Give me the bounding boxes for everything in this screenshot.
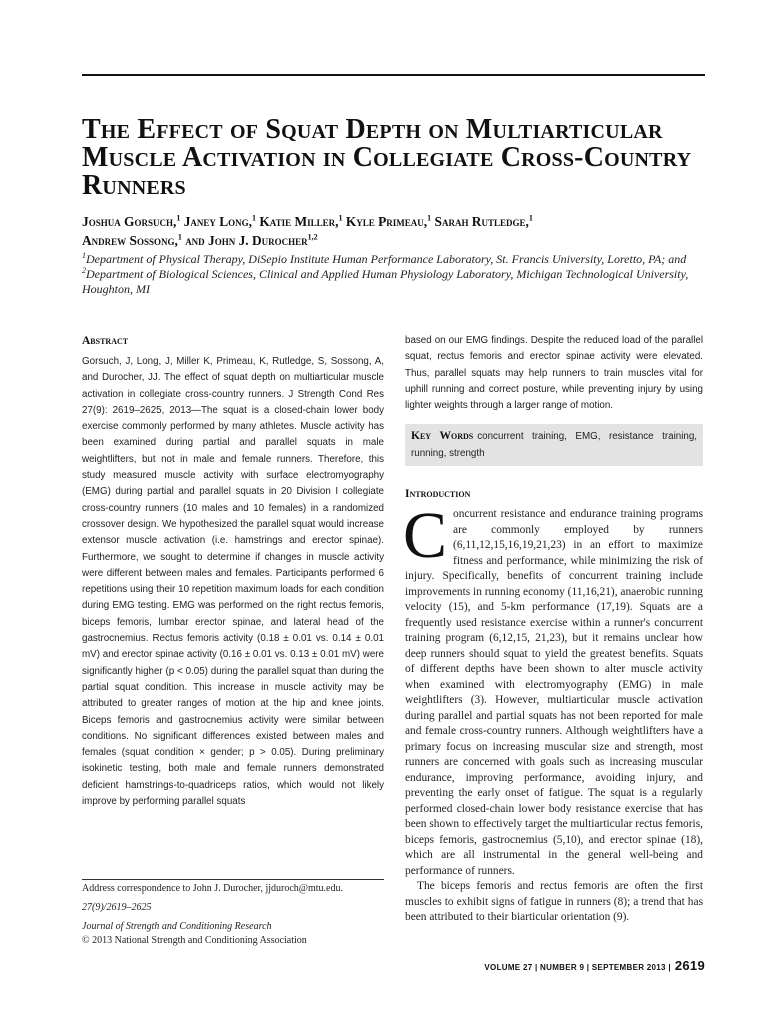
author: Janey Long,$^1$ bbox=[183, 213, 257, 229]
top-rule bbox=[82, 74, 705, 76]
author: Andrew Sossong,$^1$ bbox=[82, 232, 182, 248]
author: Kyle Primeau,$^1$ bbox=[345, 213, 432, 229]
drop-cap: C bbox=[403, 499, 448, 573]
article-title: The Effect of Squat Depth on Multiarticular Muscle Activation in Collegiate Cross-Country Runners bbox=[82, 114, 692, 201]
keywords-text: concurrent training, EMG, resistance training, running, strength bbox=[411, 431, 697, 459]
footnotes bbox=[82, 882, 392, 947]
author: and John J. Durocher$^{1,2}$ bbox=[185, 232, 318, 248]
page-footer bbox=[484, 958, 705, 973]
copyright-note: © 2013 National Strength and Conditioning Association bbox=[82, 934, 307, 946]
author: Joshua Gorsuch,$^1$ bbox=[82, 213, 181, 229]
right-column bbox=[405, 333, 703, 926]
introduction-para-2: The biceps femoris and rectus femoris are often the first muscles to exhibit signs of fatigue in runners (8); a trend that has been attributed to their biarticular orientation (9). bbox=[405, 880, 703, 924]
footnote-rule bbox=[82, 879, 384, 880]
issue-info: VOLUME 27 | NUMBER 9 | SEPTEMBER 2013 | bbox=[484, 963, 671, 972]
page-number: 2619 bbox=[674, 958, 705, 973]
abstract-heading: Abstract bbox=[82, 335, 129, 347]
abstract-text: Gorsuch, J, Long, J, Miller K, Primeau, K, Rutledge, S, Sossong, A, and Durocher, JJ. The effect of squat depth on multiarticular muscle activation in collegiate cross-country runners. J Strength Cond Res 27(9): 2619–2625, 2013—The squat is a closed-chain lower body exercise commonly performed by many athletes. Muscle activity has been examined during partial and parallel squats in male weightlifters, but not in male and female runners. Therefore, this study measured muscle activity with surface electromyography (EMG) during partial and parallel squats in 20 Division I collegiate cross-country runners (10 males and 10 females) in a randomized crossover design. We hypothesized the parallel squat would increase extensor muscle activation (i.e. hamstrings and erector spinae). Furthermore, we sought to determine if changes in muscle activity were different between males and females. Participants performed 6 repetitions using their 10 repetition maximum loads for each condition during EMG testing. EMG was performed on the right rectus femoris, biceps femoris, lumbar erector spinae, and lateral head of the gastrocnemius. Rectus femoris activity (0.18 ± 0.01 vs. 0.14 ± 0.01 mV) and erector spinae activity (0.16 ± 0.01 vs. 0.13 ± 0.01 mV) were significantly higher (p < 0.05) during the parallel squat than during the partial squat condition. This increase in muscle activity may be attributed to greater ranges of motion at the hip and knee joints. Biceps femoris and gastrocnemius activity were similar between conditions. No significant differences existed between males and females (squat condition × gender; p > 0.05). During preliminary isokinetic testing, both male and female runners demonstrated deficient hamstrings-to-quadriceps ratios, which would not likely improve by performing parallel squats bbox=[82, 356, 384, 808]
affiliation: $^2$Department of Biological Sciences, Clinical and Applied Human Physiology Laboratory, Michigan Technological University, Houghton, MI bbox=[82, 266, 689, 297]
left-column bbox=[82, 333, 384, 810]
affiliations bbox=[82, 252, 712, 298]
introduction-para-1: Concurrent resistance and endurance training programs are commonly employed by runners (6,11,12,15,16,19,21,23) in an effort to maximize fitness and performance, while minimizing the risk of injury. Specifically, benefits of concurrent training include improvements in running economy (11,16,21), anaerobic running velocity (15), and 5-km performance (17,19). Squats are a frequently used resistance exercise within a runner's concurrent training program (6,12,15, 21,23), but it remains unclear how deep runners should squat to yield the greatest benefits. Squats of different depths have been shown to alter muscle activity when examined with electromyography (EMG) in male weightlifters (3). However, multiarticular muscle activation during parallel and partial squats has not been reported for male and female cross-country runners. Although weightlifters have a primary focus on increasing muscular size and strength, most runners are concerned with goals such as increasing muscular endurance, improving performance, avoiding injury, and preventing the early onset of fatigue. The squat is a regularly performed closed-chain lower body resistance exercise that has been shown to effectively target the multiarticular rectus femoris, biceps femoris, gastrocnemius (5,10), and erector spinae (18), which are all instrumental in the general well-being and performance of runners. bbox=[403, 499, 703, 877]
introduction-heading: Introduction bbox=[405, 488, 471, 501]
journal-name: Journal of Strength and Conditioning Research bbox=[82, 921, 272, 933]
keywords-box bbox=[405, 424, 703, 466]
author: Sarah Rutledge,$^1$ bbox=[434, 213, 533, 229]
author-list bbox=[82, 212, 722, 250]
author: Katie Miller,$^1$ bbox=[259, 213, 343, 229]
keywords-label: Key Words bbox=[411, 430, 474, 443]
affiliation: $^1$Department of Physical Therapy, DiSepio Institute Human Performance Laboratory, St. Francis University, Loretto, PA; and bbox=[82, 251, 687, 266]
abstract-continued: based on our EMG findings. Despite the reduced load of the parallel squat, rectus femoris and erector spinae activity were elevated. Thus, parallel squats may help runners to train muscles vital for uphill running and correct posture, while preventing injury by using lighter weights through a larger range of motion. bbox=[405, 335, 703, 412]
citation-note: 27(9)/2619–2625 bbox=[82, 902, 152, 914]
correspondence-note: Address correspondence to John J. Durocher, jjduroch@mtu.edu. bbox=[82, 883, 343, 894]
